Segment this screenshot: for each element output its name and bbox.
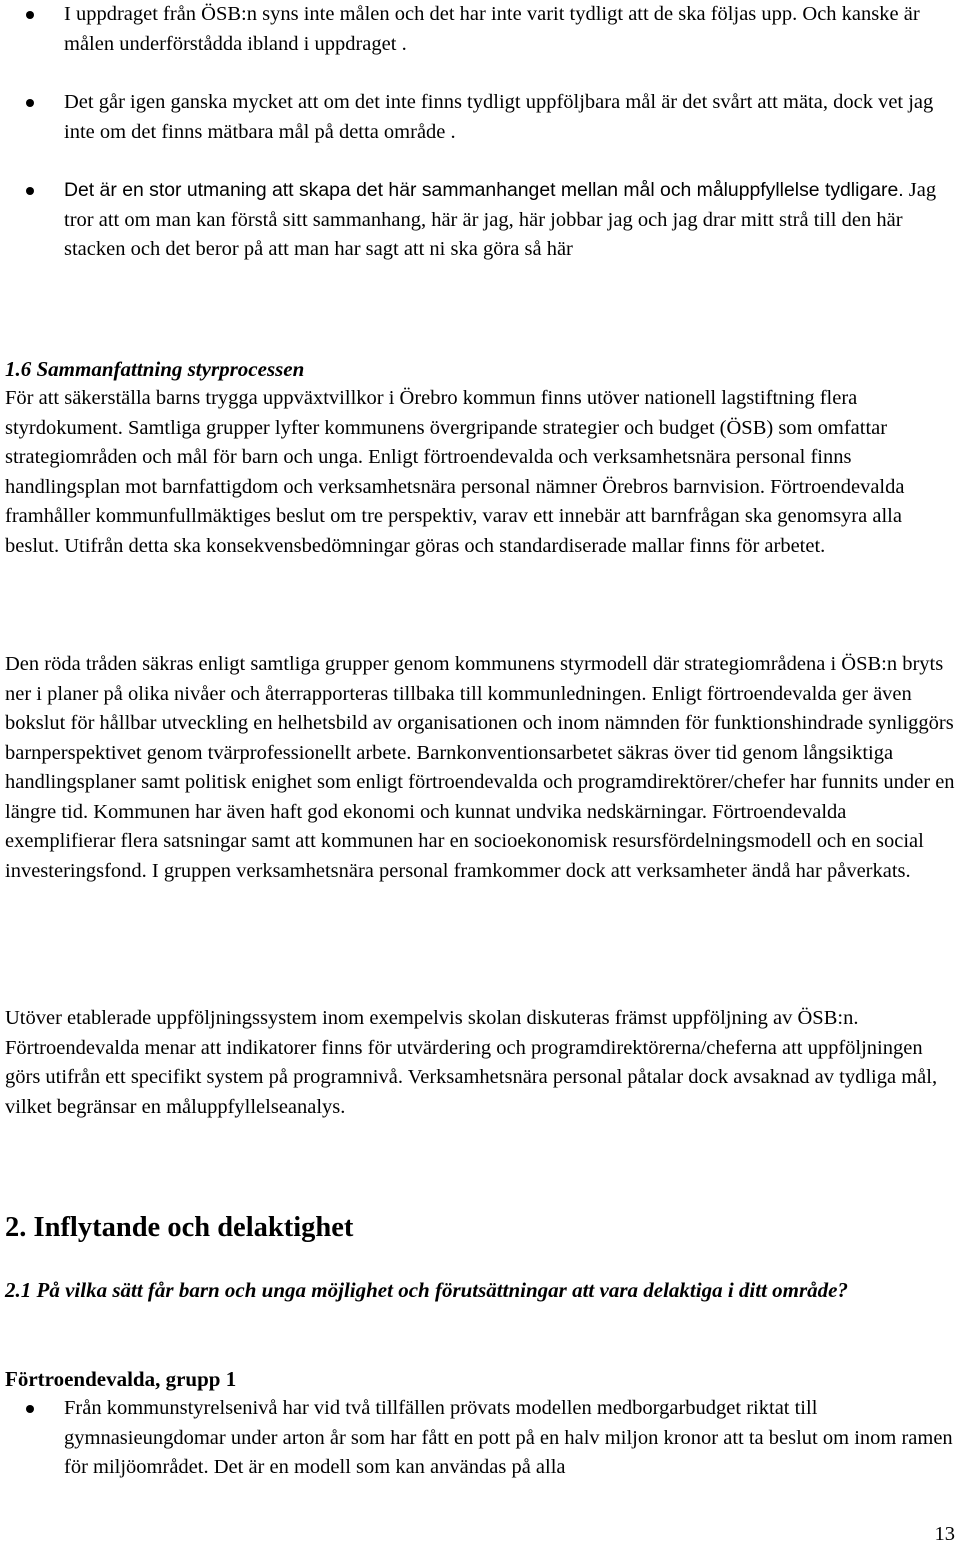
bullet-item [0, 176, 960, 265]
bullet-text-quote: Jag tror att om man kan förstå sitt sammanhang, här är jag, här jobbar jag och jag drar mitt strå till den här stacken och det beror på att man har sagt att ni ska göra så här [64, 179, 937, 260]
paragraph-1: För att säkerställa barns trygga uppväxtvillkor i Örebro kommun finns utöver nationell lagstiftning flera styrdokument. Samtliga grupper lyfter kommunens övergripande strategier och budget (ÖSB) som omfattar strategiområden och mål för barn och unga. Enligt förtroendevalda och verksamhetsnära personal finns handlingsplan mot barnfattigdom och verksamhetsnära personal nämner Örebros barnvision. Förtroendevalda framhåller kommunfullmäktiges beslut om tre perspektiv, varav ett innebär att barnfrågan ska genomsyra alla beslut. Utifrån detta ska konsekvensbedömningar göras och standardiserade mallar finns för arbetet. [5, 387, 905, 557]
section-heading-1-6: 1.6 Sammanfattning styrprocessen [5, 357, 305, 381]
bullet-item [0, 88, 960, 147]
section-heading-2: 2. Inflytande och delaktighet [5, 1212, 354, 1243]
bullet-item [0, 0, 960, 59]
bullet-text: Det går igen ganska mycket att om det inte finns tydligt uppföljbara mål är det svårt att mäta, dock vet jag inte om det finns mätbara mål på detta område . [64, 91, 934, 143]
bullet-icon [26, 1405, 34, 1413]
bullet-icon [26, 99, 34, 107]
bullet-text: I uppdraget från ÖSB:n syns inte målen och det har inte varit tydligt att de ska följas upp. Och kanske är målen underförstådda ibland i uppdraget . [64, 3, 920, 55]
bullet-icon [26, 187, 34, 195]
bullet-list-group [0, 1394, 960, 1483]
bullet-text-sans: Det är en stor utmaning att skapa det här sammanhanget mellan mål och måluppfyllelse tydligare. [64, 179, 904, 201]
bullet-list-quotes [0, 0, 960, 265]
bullet-icon [26, 11, 34, 19]
bullet-item [0, 1394, 960, 1483]
paragraph-2: Den röda tråden säkras enligt samtliga grupper genom kommunens styrmodell där strategiområdena i ÖSB:n bryts ner i planer på olika nivåer och återrapporteras tillbaka till kommunledningen. Enligt förtroendevalda ger även bokslut för hållbar utveckling en helhetsbild av organisationen och inom nämnden för funktionshindrade synliggörs barnperspektivet genom tvärprofessionellt arbete. Barnkonventionsarbetet säkras över tid genom långsiktiga handlingsplaner samt politisk enighet som enligt förtroendevalda och programdirektörer/chefer har funnits under en längre tid. Kommunen har även haft god ekonomi och kunnat undvika nedskärningar. Förtroendevalda exemplifierar flera satsningar samt att kommunen har en socioekonomisk resursfördelningsmodell och en social investeringsfond. I gruppen verksamhetsnära personal framkommer dock att verksamheter ändå har påverkats. [5, 653, 955, 882]
paragraph-3: Utöver etablerade uppföljningssystem inom exempelvis skolan diskuteras främst uppföljning av ÖSB:n. Förtroendevalda menar att indikatorer finns för utvärdering och programdirektörerna/cheferna att uppföljningen görs utifrån ett specifikt system på programnivå. Verksamhetsnära personal påtalar dock avsaknad av tydliga mål, vilket begränsar en måluppfyllelseanalys. [5, 1007, 938, 1118]
subsection-heading-2-1: 2.1 På vilka sätt får barn och unga möjlighet och förutsättningar att vara delaktiga i ditt område? [5, 1278, 848, 1302]
bullet-text: Från kommunstyrelsenivå har vid två tillfällen prövats modellen medborgarbudget riktat till gymnasieungdomar under arton år som har fått en pott på en halv miljon kronor att ta beslut om inom ramen för miljöområdet. Det är en modell som kan användas på alla [64, 1397, 953, 1478]
group-heading: Förtroendevalda, grupp 1 [5, 1367, 237, 1391]
page-number: 13 [934, 1523, 955, 1545]
